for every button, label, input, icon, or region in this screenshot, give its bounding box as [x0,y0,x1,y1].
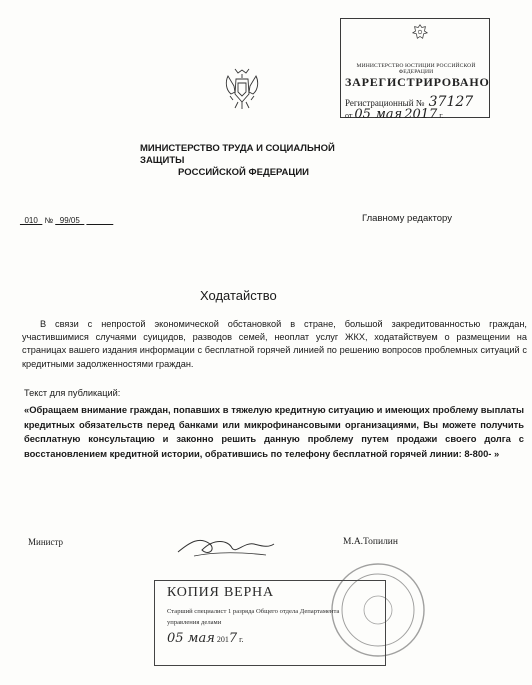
outgoing-number-value: _99/05_ [55,216,85,225]
publication-text: «Обращаем внимание граждан, попавших в тяжелую кредитную ситуацию и имеющих проблему выплаты кредитных обязательств перед банками или микрофинансовыми организациями, Вы можете получить бесплатную консультацию и законно решить данную проблему путем продажи своего долга с восстановлением кредитной истории, обратившись по телефону бесплатной горячей линии: 8-800- » [24,404,524,459]
registration-number-label: Регистрационный № [345,98,425,108]
copy-stamp-position: Старший специалист 1 разряда Общего отдела Департамента [167,608,340,615]
publication-label: Текст для публикаций: [24,388,121,398]
copy-stamp-year-prefix: 201 [216,635,229,644]
outgoing-no-label: № [44,216,54,225]
outgoing-number [20,216,113,225]
registration-year: 2017 [404,107,438,122]
copy-stamp-date [167,631,243,646]
body-paragraph [22,318,527,371]
outgoing-prefix: _010_ [20,216,43,225]
petition-text: В связи с непростой экономической обстановкой в стране, большой закредитованностью граждан, участившимися случаями суицидов, разводов семей, неоплат услуг ЖКХ, ходатайствуем о размещении на страницах вашего издания информации с бесплатной горячей линией по решению вопросов проблемных ситуаций с кредитными задолженностями граждан. [22,319,527,369]
document-title: Ходатайство [200,288,277,303]
copy-certified-stamp [154,580,386,666]
registration-date-value: 05 мая [354,107,403,122]
signatory-name: М.А.Топилин [343,537,398,547]
registration-number-value: 37127 [428,94,474,110]
registration-date-prefix: от [345,111,353,120]
ministry-header [140,143,380,179]
ministry-line-1: МИНИСТЕРСТВО ТРУДА И СОЦИАЛЬНОЙ ЗАЩИТЫ [140,143,335,166]
coat-of-arms-icon [222,66,262,112]
addressee: Главному редактору [362,213,452,224]
registration-stamp [340,18,490,122]
copy-stamp-date-value: 05 мая [167,631,215,646]
ministry-line-2: РОССИЙСКОЙ ФЕДЕРАЦИИ [178,167,310,178]
registration-date [345,107,444,122]
signatory-position: Министр [28,537,63,547]
outgoing-suffix: ______ [86,216,114,225]
copy-stamp-title: КОПИЯ ВЕРНА [167,585,274,600]
handwritten-signature [170,522,280,562]
eagle-emblem-icon [411,23,429,41]
stamp-ministry: МИНИСТЕРСТВО ЮСТИЦИИ РОССИЙСКОЙ ФЕДЕРАЦИИ [356,63,476,75]
copy-stamp-year-digit: 7 [228,631,238,646]
registration-year-suffix: г. [439,111,444,120]
copy-stamp-year-suffix: г. [239,635,244,644]
stamp-title: ЗАРЕГИСТРИРОВАНО [345,75,490,89]
copy-stamp-department: управления делами [167,619,222,626]
